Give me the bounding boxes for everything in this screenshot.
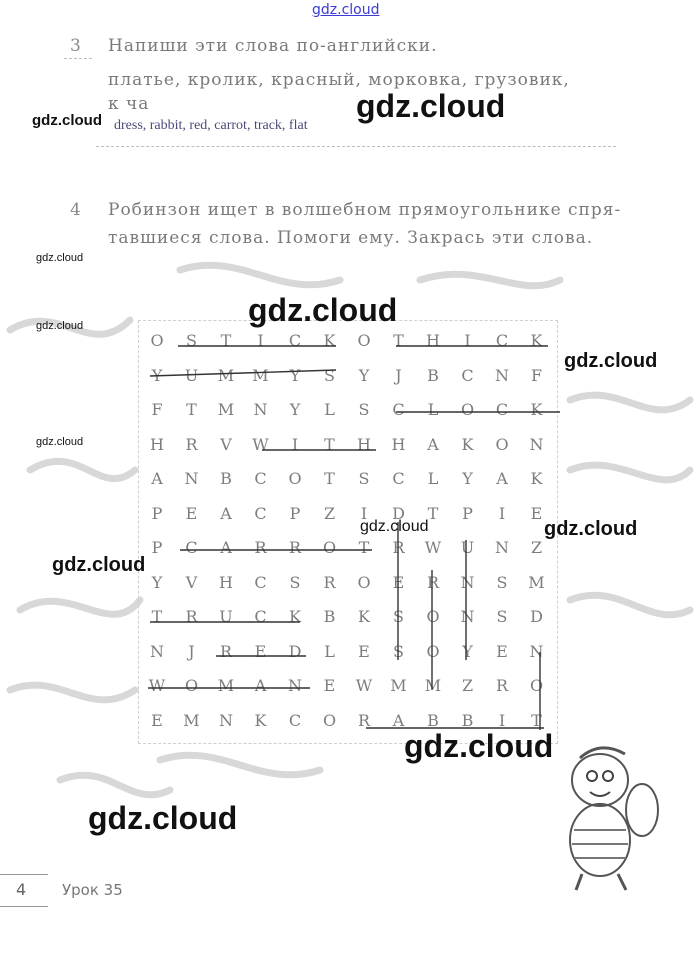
grid-letter[interactable]: A <box>392 710 405 730</box>
grid-letter[interactable]: P <box>151 538 163 557</box>
grid-letter[interactable]: C <box>288 331 302 350</box>
grid-letter[interactable]: O <box>184 676 199 695</box>
grid-letter[interactable]: S <box>496 572 508 592</box>
grid-letter[interactable]: K <box>530 469 543 488</box>
grid-letter[interactable]: H <box>219 572 233 592</box>
grid-letter[interactable]: O <box>288 469 302 488</box>
grid-letter[interactable]: R <box>357 710 371 730</box>
exercise-3-instruction: Напиши эти слова по-английски. <box>108 36 438 56</box>
grid-letter[interactable]: O <box>460 400 475 419</box>
grid-letter[interactable]: N <box>288 676 302 695</box>
grid-letter[interactable]: H <box>150 434 164 454</box>
watermark-2: gdz.cloud <box>32 112 102 129</box>
grid-letter[interactable]: N <box>150 641 164 661</box>
grid-letter[interactable]: M <box>183 710 200 730</box>
watermark-5: gdz.cloud <box>36 320 84 332</box>
grid-letter[interactable]: I <box>464 331 471 350</box>
grid-letter[interactable]: T <box>427 503 439 523</box>
grid-letter[interactable]: O <box>495 434 509 454</box>
grid-letter[interactable]: N <box>253 400 268 419</box>
grid-letter[interactable]: I <box>360 503 368 523</box>
grid-letter[interactable]: K <box>530 331 543 350</box>
grid-letter[interactable]: A <box>254 676 267 695</box>
grid-letter[interactable]: S <box>393 607 404 626</box>
grid-letter[interactable]: C <box>254 607 267 626</box>
grid-letter[interactable]: J <box>395 365 402 385</box>
grid-letter[interactable]: W <box>355 676 373 695</box>
grid-letter[interactable]: T <box>324 434 335 454</box>
watermark-3: gdz.cloud <box>36 252 84 264</box>
exercise-4-number: 4 <box>70 200 81 220</box>
grid-letter[interactable]: B <box>427 365 439 385</box>
grid-letter[interactable]: F <box>151 400 163 419</box>
grid-letter[interactable]: B <box>323 607 336 626</box>
grid-letter[interactable]: S <box>358 469 370 488</box>
grid-letter[interactable]: C <box>392 469 405 488</box>
grid-letter[interactable]: N <box>529 434 544 454</box>
grid-letter[interactable]: E <box>392 572 405 592</box>
grid-letter[interactable]: T <box>358 538 370 557</box>
grid-letter[interactable]: S <box>393 641 404 661</box>
grid-letter[interactable]: Y <box>151 572 163 592</box>
grid-letter[interactable]: M <box>390 676 407 695</box>
grid-letter[interactable]: N <box>460 607 475 626</box>
grid-letter[interactable]: S <box>358 400 370 419</box>
grid-letter[interactable]: E <box>323 676 336 695</box>
grid-letter[interactable]: N <box>495 538 509 557</box>
grid-letter[interactable]: W <box>252 434 269 454</box>
grid-letter[interactable]: L <box>324 400 335 419</box>
grid-letter[interactable]: E <box>185 503 198 523</box>
grid-letter[interactable]: B <box>461 710 474 730</box>
grid-letter[interactable]: A <box>220 503 232 523</box>
grid-letter[interactable]: O <box>426 607 440 626</box>
grid-letter[interactable]: C <box>288 710 302 730</box>
watermark-12: gdz.cloud <box>88 800 238 836</box>
grid-letter[interactable]: Y <box>462 641 473 661</box>
grid-letter[interactable]: C <box>495 400 509 419</box>
grid-letter[interactable]: M <box>217 676 235 695</box>
exercise-3-answer: dress, rabbit, red, carrot, track, flat <box>114 118 308 133</box>
grid-letter[interactable]: N <box>184 469 199 488</box>
grid-letter[interactable]: R <box>495 676 509 695</box>
exercise-3-words-line2: к ча <box>108 94 150 114</box>
grid-letter[interactable]: E <box>496 641 508 661</box>
grid-letter[interactable]: I <box>498 503 506 523</box>
grid-letter[interactable]: R <box>288 538 302 557</box>
grid-letter[interactable]: O <box>150 331 164 350</box>
footer-rule-top <box>0 874 48 875</box>
grid-letter[interactable]: I <box>498 710 506 730</box>
grid-letter[interactable]: A <box>151 469 163 488</box>
watermark-6: gdz.cloud <box>564 350 658 372</box>
grid-letter[interactable]: K <box>254 710 267 730</box>
grid-letter[interactable]: R <box>185 607 198 626</box>
grid-letter[interactable]: A <box>496 469 508 488</box>
grid-letter[interactable]: D <box>530 607 543 626</box>
grid-letter[interactable]: D <box>288 641 302 661</box>
grid-letter[interactable]: Y <box>462 469 473 488</box>
grid-letter[interactable]: O <box>529 676 544 695</box>
grid-letter[interactable]: Y <box>289 400 301 419</box>
grid-letter[interactable]: S <box>289 572 301 592</box>
grid-letter[interactable]: S <box>496 607 508 626</box>
grid-letter[interactable]: C <box>254 503 267 523</box>
grid-letter[interactable]: W <box>424 538 442 557</box>
grid-letter[interactable]: C <box>461 365 474 385</box>
grid-letter[interactable]: P <box>462 503 473 523</box>
grid-letter[interactable]: S <box>324 365 335 385</box>
grid-letter[interactable]: O <box>322 538 337 557</box>
grid-letter[interactable]: C <box>495 331 509 350</box>
grid-letter[interactable]: K <box>530 400 543 419</box>
grid-letter[interactable]: Y <box>151 365 163 385</box>
grid-letter[interactable]: C <box>254 572 267 592</box>
grid-letter[interactable]: E <box>530 503 543 523</box>
grid-letter[interactable]: U <box>219 607 233 626</box>
watermark-top[interactable]: gdz.cloud <box>312 2 380 18</box>
grid-letter[interactable]: H <box>357 434 371 454</box>
grid-letter[interactable]: Y <box>289 365 301 385</box>
grid-letter[interactable]: T <box>393 331 404 350</box>
grid-letter[interactable]: Z <box>323 503 336 523</box>
grid-letter[interactable]: N <box>529 641 544 661</box>
grid-letter[interactable]: T <box>531 710 542 730</box>
grid-letter[interactable]: V <box>220 434 232 454</box>
watermark-10: gdz.cloud <box>52 554 146 576</box>
grid-letter[interactable]: K <box>461 434 474 454</box>
watermark-4: gdz.cloud <box>248 292 398 328</box>
exercise-3-number: 3 <box>70 36 81 56</box>
exercise-4-instruction-line2: тавшиеся слова. Помоги ему. Закрась эти слова. <box>108 228 594 248</box>
grid-letter[interactable]: L <box>324 641 335 661</box>
watermark-8: gdz.cloud <box>360 518 429 535</box>
grid-letter[interactable]: P <box>151 503 163 523</box>
grid-letter[interactable]: P <box>289 503 301 523</box>
watermark-7: gdz.cloud <box>36 436 84 448</box>
grid-letter[interactable]: R <box>185 434 198 454</box>
grid-letter[interactable]: M <box>424 676 442 695</box>
watermark-11: gdz.cloud <box>404 728 554 764</box>
grid-letter[interactable]: B <box>427 710 439 730</box>
grid-letter[interactable]: K <box>358 607 370 626</box>
grid-letter[interactable]: W <box>148 676 166 695</box>
grid-letter[interactable]: M <box>252 365 269 385</box>
grid-letter[interactable]: Z <box>530 538 543 557</box>
grid-letter[interactable]: T <box>151 607 163 626</box>
grid-letter[interactable]: M <box>217 400 235 419</box>
exercise-4-instruction-line1: Робинзон ищет в волшебном прямоугольнике спря- <box>108 200 622 220</box>
grid-letter[interactable]: V <box>185 572 198 592</box>
grid-letter[interactable]: O <box>357 572 371 592</box>
grid-letter[interactable]: T <box>220 331 232 350</box>
grid-letter[interactable]: R <box>392 538 405 557</box>
grid-letter[interactable]: K <box>323 331 336 350</box>
grid-letter[interactable]: R <box>426 572 440 592</box>
watermark-9: gdz.cloud <box>544 518 638 540</box>
grid-letter[interactable]: E <box>254 641 267 661</box>
exercise-3-words: платье, кролик, красный, морковка, грузовик, <box>108 70 570 90</box>
grid-letter[interactable]: J <box>188 641 195 661</box>
grid-letter[interactable]: C <box>392 400 405 419</box>
grid-letter[interactable]: K <box>289 607 301 626</box>
grid-letter[interactable]: N <box>460 572 475 592</box>
lesson-label: Урок 35 <box>62 881 123 899</box>
grid-letter[interactable]: N <box>495 365 509 385</box>
grid-letter[interactable]: A <box>220 538 232 557</box>
grid-letter[interactable]: A <box>427 434 439 454</box>
grid-letter[interactable]: R <box>219 641 233 661</box>
grid-letter[interactable]: R <box>323 572 336 592</box>
grid-letter[interactable]: D <box>392 503 405 523</box>
grid-letter[interactable]: O <box>357 331 371 350</box>
grid-letter[interactable]: H <box>426 331 440 350</box>
grid-letter[interactable]: U <box>184 365 199 385</box>
page-number: 4 <box>16 880 27 899</box>
grid-letter[interactable]: O <box>322 710 337 730</box>
grid-letter[interactable]: M <box>217 365 235 385</box>
grid-letter[interactable]: M <box>528 572 545 592</box>
grid-letter[interactable]: Y <box>358 365 370 385</box>
grid-letter[interactable]: N <box>219 710 233 730</box>
watermark-1: gdz.cloud <box>356 88 506 124</box>
grid-letter[interactable]: S <box>186 331 197 350</box>
grid-letter[interactable]: C <box>185 538 198 557</box>
grid-letter[interactable]: I <box>257 331 264 350</box>
grid-letter[interactable]: E <box>358 641 370 661</box>
grid-letter[interactable]: C <box>254 469 267 488</box>
grid-letter[interactable]: L <box>427 400 439 419</box>
grid-letter[interactable]: B <box>220 469 232 488</box>
grid-letter[interactable]: I <box>291 434 299 454</box>
grid-letter[interactable]: T <box>186 400 197 419</box>
grid-letter[interactable]: H <box>391 434 406 454</box>
grid-letter[interactable]: L <box>427 469 439 488</box>
grid-letter[interactable]: R <box>254 538 267 557</box>
grid-letter[interactable]: Z <box>461 676 474 695</box>
grid-letter[interactable]: E <box>151 710 163 730</box>
grid-letter[interactable]: T <box>324 469 335 488</box>
grid-letter[interactable]: F <box>530 365 543 385</box>
footer-rule-bottom <box>0 906 48 907</box>
grid-letter[interactable]: U <box>460 538 475 557</box>
grid-letter[interactable]: O <box>426 641 440 661</box>
